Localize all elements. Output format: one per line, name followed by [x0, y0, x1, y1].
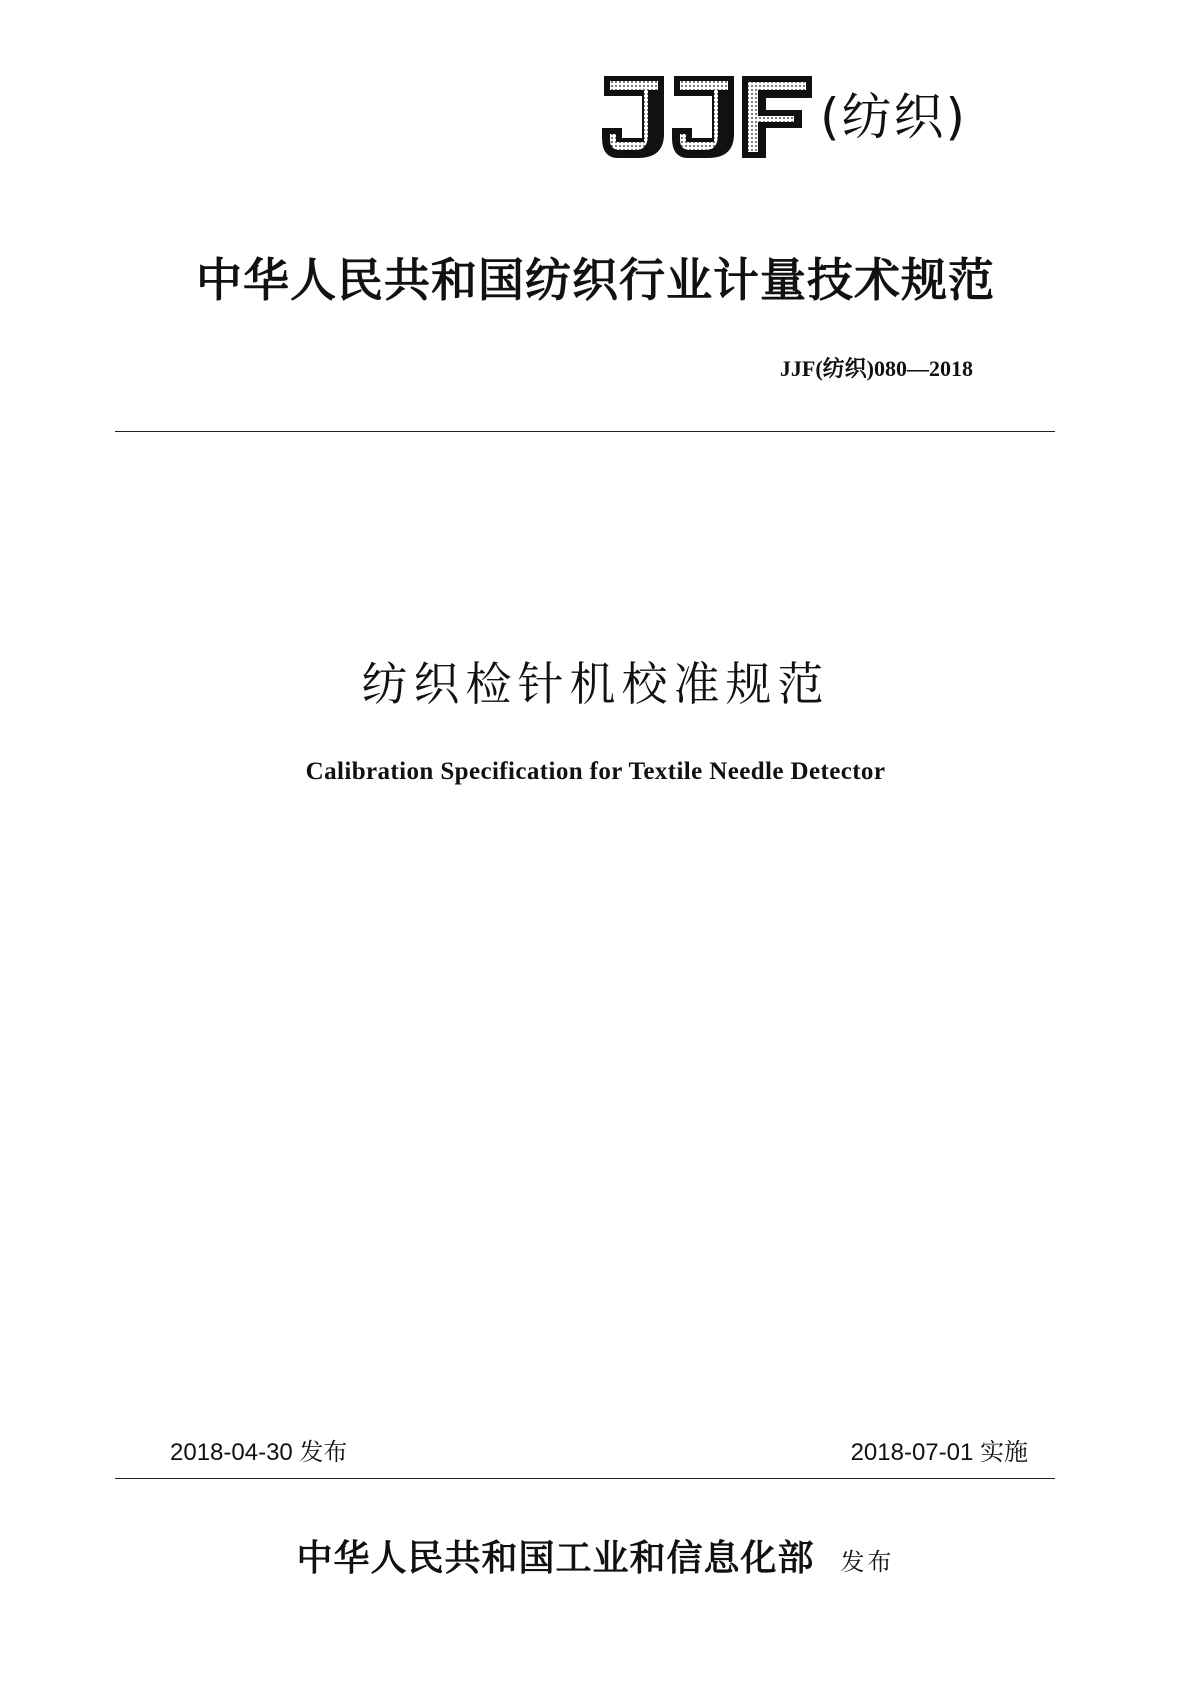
publisher-name: 中华人民共和国工业和信息化部 — [296, 1537, 815, 1579]
jjf-logo-icon — [598, 72, 814, 162]
header-divider — [115, 431, 1055, 432]
standard-logo — [598, 72, 967, 162]
title-chinese: 纺织检针机校准规范 — [361, 657, 830, 711]
title-english: Calibration Specification for Textile Needle Detector — [305, 758, 886, 785]
issue-date: 2018-04-30 发布 — [170, 1439, 348, 1466]
standard-category: 中华人民共和国纺织行业计量技术规范 — [196, 253, 995, 307]
logo-suffix: (纺织) — [820, 88, 968, 146]
footer-divider — [115, 1478, 1055, 1479]
implementation-date: 2018-07-01 实施 — [850, 1439, 1028, 1466]
publish-label: 发布 — [840, 1548, 895, 1576]
publisher-line — [0, 1530, 1191, 1581]
standard-number: JJF(纺织)080—2018 — [779, 356, 973, 381]
